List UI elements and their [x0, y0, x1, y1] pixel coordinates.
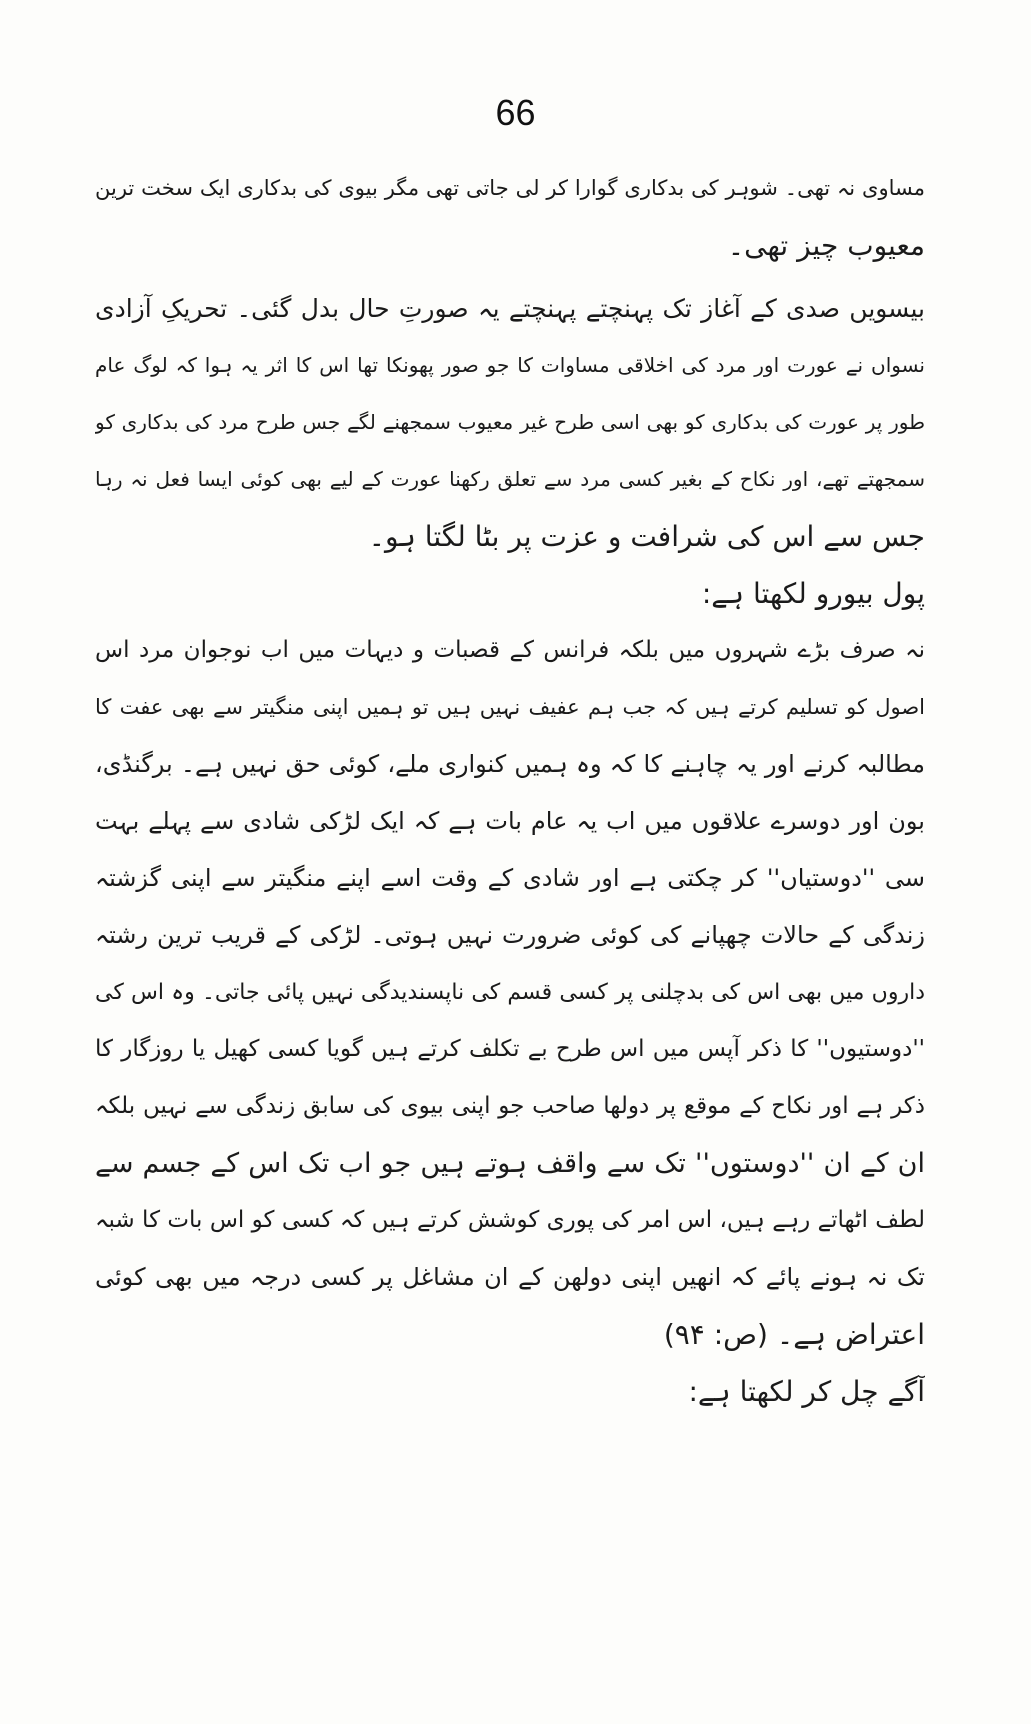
text-line: داروں میں بھی اس کی بدچلنی پر کسی قسم کی ناپسندیدگی نہیں پائی جاتی۔ وہ اس کی: [95, 980, 925, 1005]
page-number: 66: [495, 92, 536, 133]
text-line: سمجھتے تھے، اور نکاح کے بغیر کسی مرد سے تعلق رکھنا عورت کے لیے بھی کوئی ایسا فعل نہ رہا: [95, 467, 925, 491]
text-line: ان کے ان ''دوستوں'' تک سے واقف ہوتے ہیں جو اب تک اس کے جسم سے: [95, 1148, 925, 1179]
text-line: طور پر عورت کی بدکاری کو بھی اسی طرح غیر معیوب سمجھنے لگے جس طرح مرد کی بدکاری کو: [95, 410, 925, 434]
text-line: نسواں نے عورت اور مرد کی اخلاقی مساوات کا جو صور پھونکا تھا اس کا اثر یہ ہوا کہ لوگ عام: [95, 353, 925, 377]
quotation: [95, 622, 925, 1363]
text-line: مطالبہ کرنے اور یہ چاہنے کا کہ وہ ہمیں کنواری ملے، کوئی حق نہیں ہے۔ برگنڈی،: [95, 750, 925, 778]
text-line: لطف اٹھاتے رہے ہیں، اس امر کی پوری کوشش کرتے ہیں کہ کسی کو اس بات کا شبہ: [95, 1207, 925, 1233]
text-line: بون اور دوسرے علاقوں میں اب یہ عام بات ہے کہ ایک لڑکی شادی سے پہلے بہت: [95, 807, 925, 835]
text-line: بیسویں صدی کے آغاز تک پہنچتے پہنچتے یہ صورتِ حال بدل گئی۔ تحریکِ آزادی: [95, 294, 925, 323]
text-line: معیوب چیز تھی۔: [727, 229, 925, 262]
text-line: پول بیورو لکھتا ہے:: [701, 577, 925, 610]
text-line: ''دوستیوں'' کا ذکر آپس میں اس طرح بے تکلف کرتے ہیں گویا کسی کھیل یا روزگار کا: [95, 1036, 925, 1062]
paragraph: [95, 160, 925, 274]
text-line: ذکر ہے اور نکاح کے موقع پر دولھا صاحب جو اپنی بیوی کی سابق زندگی سے نہیں بلکہ: [95, 1093, 925, 1119]
text-line: جس سے اس کی شرافت و عزت پر بٹا لگتا ہو۔: [368, 520, 925, 553]
paragraph: [95, 565, 925, 622]
text-line: اصول کو تسلیم کرتے ہیں کہ جب ہم عفیف نہیں ہیں تو ہمیں اپنی منگیتر سے بھی عفت کا: [95, 695, 925, 719]
text-line: آگے چل کر لکھتا ہے:: [688, 1375, 925, 1408]
page-body: [95, 160, 925, 1420]
text-line: سی ''دوستیاں'' کر چکتی ہے اور شادی کے وقت اسے اپنے منگیتر سے اپنی گزشتہ: [95, 864, 925, 892]
paragraph: [95, 1363, 925, 1420]
text-line: نہ صرف بڑے شہروں میں بلکہ فرانس کے قصبات و دیہات میں اب نوجوان مرد اس: [95, 637, 925, 663]
text-line: زندگی کے حالات چھپانے کی کوئی ضرورت نہیں ہوتی۔ لڑکی کے قریب ترین رشتہ: [95, 921, 925, 949]
text-line: مساوی نہ تھی۔ شوہر کی بدکاری گوارا کر لی جاتی تھی مگر بیوی کی بدکاری ایک سخت ترین: [95, 176, 925, 200]
text-line: تک نہ ہونے پائے کہ انھیں اپنی دولھن کے ان مشاغل پر کسی درجہ میں بھی کوئی: [95, 1263, 925, 1291]
paragraph: [95, 280, 925, 565]
text-line: اعتراض ہے۔ (ص: ۹۴): [663, 1318, 925, 1351]
